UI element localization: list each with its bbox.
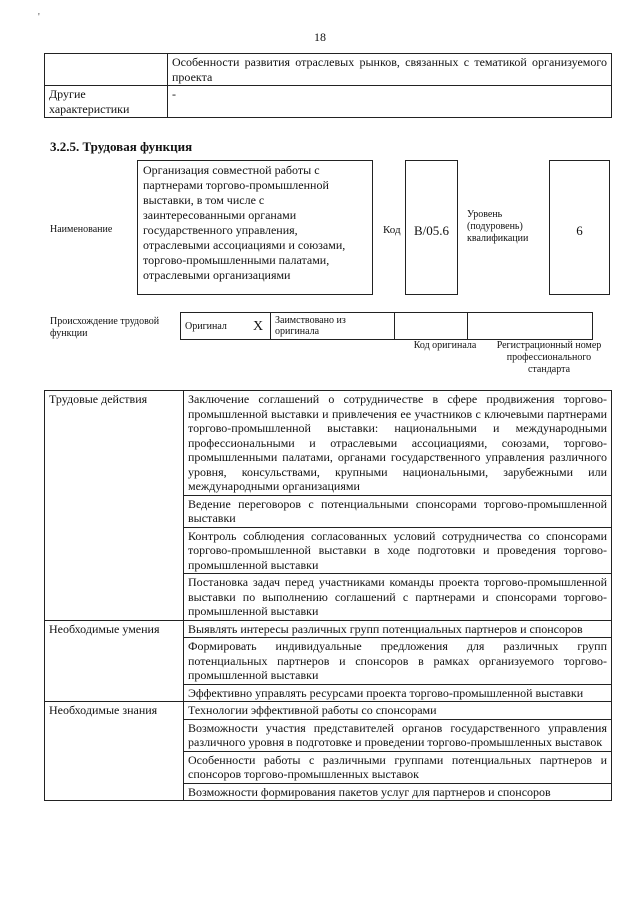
function-details-table [44,390,612,801]
reg-number-cell [468,313,593,340]
level-label: Уровень (подуровень) квалификации [467,209,529,244]
table-cell-value: Особенности развития отраслевых рынков, связанных с тематикой организуемого проекта [168,54,612,86]
page-number: 18 [314,30,326,44]
list-item: Заключение соглашений о сотрудничестве в сфере продвижения торгово-промышленной выставки и привлечения ее участников с ключевыми партнерами торгово-промышленной выставки: национальными и международными профессиональными и отраслевыми ассоциациями, союзами, торгово-промышленными палатами, органами государственного управления различного уровня, консульствами, крупными национальными, зарубежными или международными организациями [184,391,612,496]
section-title: Необходимые умения [45,620,184,702]
function-name-box: Организация совместной работы с партнерами торгово-промышленной выставки, в том числе с заинтересованными органами государственного управления, отраслевыми ассоциациями и союзами, торгово-промышленными палатами, отраслевыми организациями [137,160,373,295]
list-item: Технологии эффективной работы со спонсорами [184,702,612,720]
code-label: Код [383,224,401,236]
level-value-box: 6 [549,160,610,295]
list-item: Контроль соблюдения согласованных условий сотрудничества со спонсорами торгово-промышленной выставки в ходе подготовки и проведения торгово-промышленной выставки [184,527,612,574]
table-row [45,391,612,496]
list-item: Особенности работы с различными группами потенциальных партнеров и спонсоров торгово-промышленных выставок [184,751,612,783]
table-cell-label [45,54,168,86]
corner-mark: ' [38,12,40,23]
code-caption: Код оригинала [413,340,477,351]
original-mark: X [246,313,271,340]
table-row [45,54,612,86]
section-title: Трудовые действия [45,391,184,621]
origin-label: Происхождение трудовой функции [50,316,160,339]
list-item: Выявлять интересы различных групп потенциальных партнеров и спонсоров [184,620,612,638]
list-item: Возможности участия представителей органов государственного управления различного уровня в подготовке и проведении торгово-промышленных выставок [184,719,612,751]
table-row [45,620,612,638]
name-label: Наименование [50,224,113,235]
top-table [44,53,612,118]
borrowed-label: Заимствовано из оригинала [271,313,395,340]
section-heading: 3.2.5. Трудовая функция [50,139,193,154]
table-row [45,702,612,720]
table-row [45,86,612,118]
table-row [181,313,593,340]
original-label: Оригинал [181,313,247,340]
list-item: Ведение переговоров с потенциальными спонсорами торгово-промышленной выставки [184,495,612,527]
list-item: Формировать индивидуальные предложения для различных групп потенциальных партнеров и спонсоров в рамках организуемого торгово-промышленной выставки [184,638,612,685]
table-cell-label: Другие характеристики [45,86,168,118]
list-item: Постановка задач перед участниками команды проекта торгово-промышленной выставки по выполнению соглашений с партнерами и спонсорами торгово-промышленной выставки [184,574,612,621]
list-item: Эффективно управлять ресурсами проекта торгово-промышленной выставки [184,684,612,702]
reg-caption: Регистрационный номер профессионального стандарта [496,340,602,375]
code-value-box: B/05.6 [405,160,458,295]
origin-table [180,312,593,340]
original-code-cell [395,313,468,340]
section-title: Необходимые знания [45,702,184,801]
table-cell-value: - [168,86,612,118]
list-item: Возможности формирования пакетов услуг для партнеров и спонсоров [184,783,612,801]
